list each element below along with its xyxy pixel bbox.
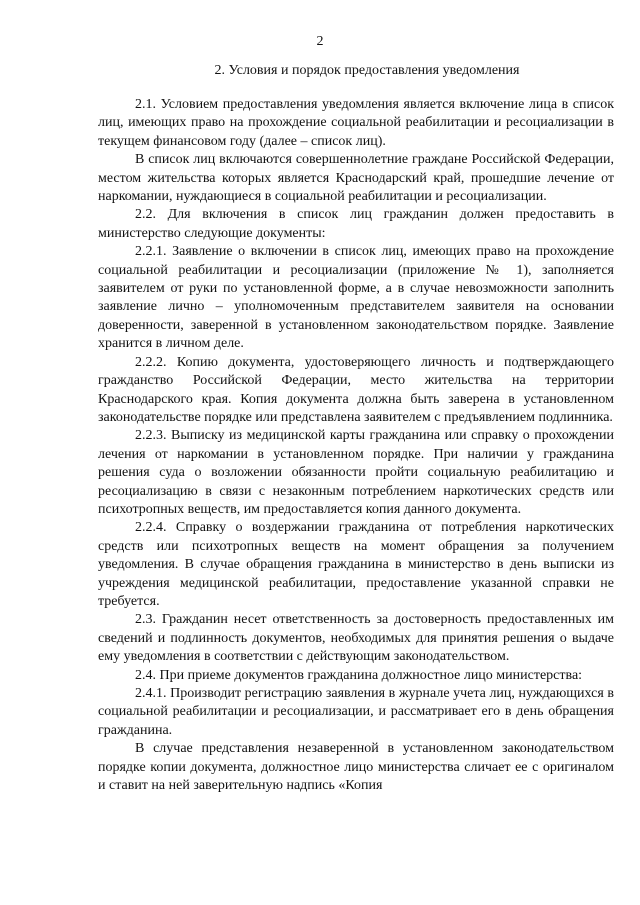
paragraph-2-4: 2.4. При приеме документов гражданина должностное лицо министерства: bbox=[135, 667, 583, 683]
paragraph-2-2-3: 2.2.3. Выписку из медицинской карты гражданина или справку о прохождении лечения от наркомании в установленном порядке. При наличии у гражданина решения суда о возложении обязанности пройти социальную реабилитацию и ресоциализацию в связи с незаконным потреблением наркотических средств или психотропных веществ, им предоставляется копия данного документа. bbox=[98, 428, 614, 517]
paragraph-2-2-2: 2.2.2. Копию документа, удостоверяющего личность и подтверждающего гражданство Российской Федерации, место жительства на территории Краснодарского края. Копия документа должна быть заверена в установленном законодательстве порядке или представлена заявителем с предъявлением подлинника. bbox=[98, 354, 614, 425]
page-number: 2 bbox=[316, 34, 324, 49]
paragraph-uncertified-copy: В случае представления незаверенной в установленном законодательством порядке копии документа, должностное лицо министерства сличает ее с оригиналом и ставит на ней заверительную надпись «Копия bbox=[98, 741, 614, 794]
paragraph-2-3: 2.3. Гражданин несет ответственность за достоверность предоставленных им сведений и подлинность документов, необходимых для принятия решения о выдаче ему уведомления в соответствии с действующим законодательством. bbox=[98, 612, 614, 665]
paragraph-2-2-1: 2.2.1. Заявление о включении в список лиц, имеющих право на прохождение социальной реабилитации и ресоциализации (приложение № 1), заполняется заявителем от руки по установленной форме, а в случае невозможности заполнить заявление лично – уполномоченным представителем заявителя на основании доверенности, заверенной в установленном законодательством порядке. Заявление хранится в личном деле. bbox=[98, 244, 614, 352]
paragraph-2-4-1: 2.4.1. Производит регистрацию заявления в журнале учета лиц, нуждающихся в социальной реабилитации и ресоциализации, и рассматривает его в день обращения гражданина. bbox=[98, 686, 614, 738]
paragraph-2-2-4: 2.2.4. Справку о воздержании гражданина от потребления наркотических средств или психотропных веществ на момент обращения за получением уведомления. В случае обращения гражданина в министерство в день выписки из учреждения медицинской реабилитации, предоставление указанной справки не требуется. bbox=[98, 520, 614, 609]
paragraph-2-1: 2.1. Условием предоставления уведомления является включение лица в список лиц, имеющих право на прохождение социальной реабилитации и ресоциализации в текущем финансовом году (далее – список лиц). bbox=[98, 97, 614, 149]
paragraph-2-2: 2.2. Для включения в список лиц гражданин должен предоставить в министерство следующие документы: bbox=[98, 207, 614, 241]
document-body bbox=[98, 96, 614, 795]
section-title: 2. Условия и порядок предоставления уведомления bbox=[214, 63, 520, 78]
paragraph-eligible-citizens: В список лиц включаются совершеннолетние граждане Российской Федерации, местом жительства которых является Краснодарский край, прошедшие лечение от наркомании, нуждающиеся в социальной реабилитации и ресоциализации. bbox=[98, 152, 614, 205]
